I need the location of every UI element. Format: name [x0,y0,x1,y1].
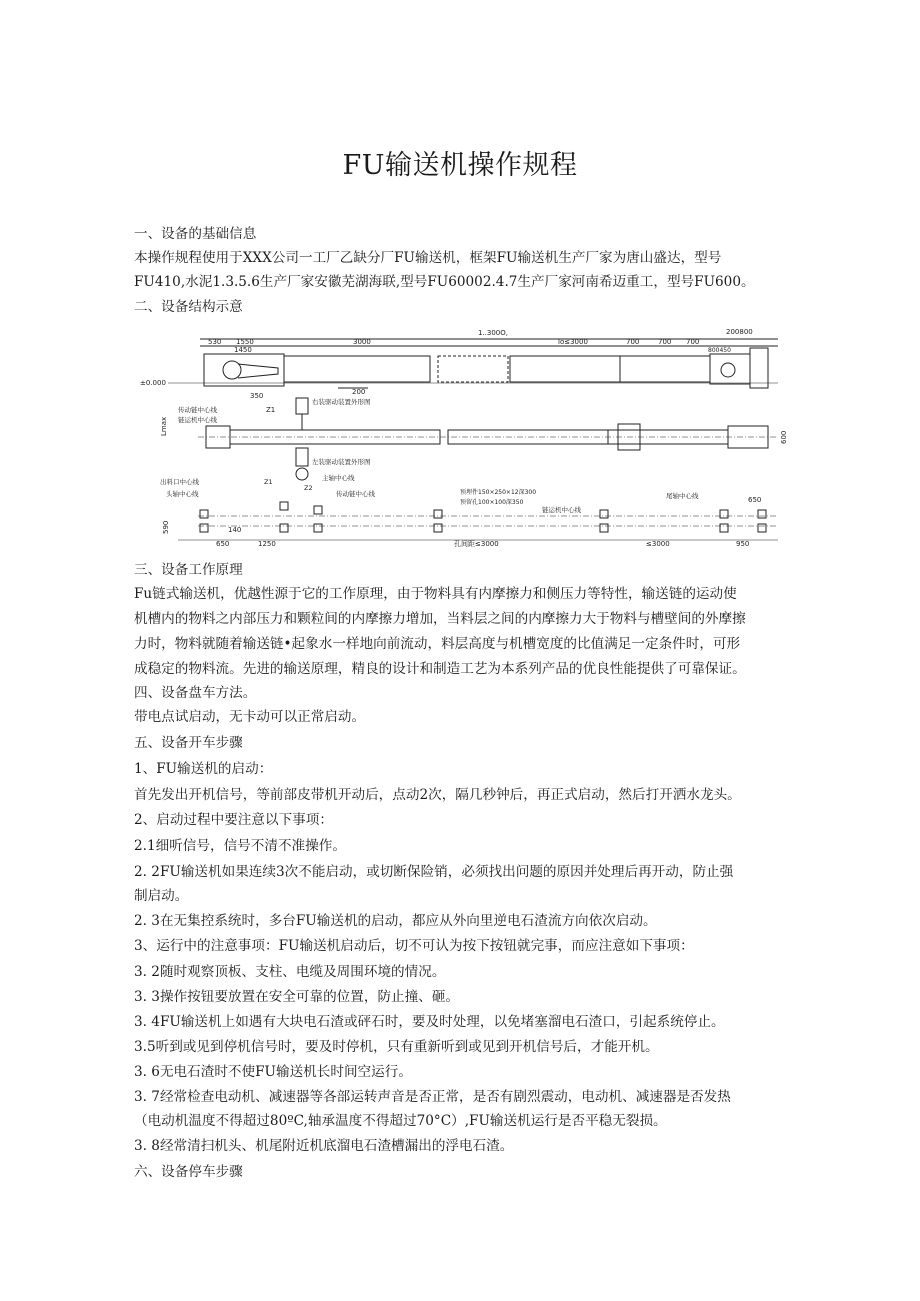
paragraph-line: 2. 2FU输送机如果连续3次不能启动，或切断保险销，必须找出问题的原因并处理后再开动，防止强 [134,864,734,880]
paragraph-line: 2. 3在无集控系统时，多台FU输送机的启动，都应从外向里逆电石渣流方向依次启动。 [134,913,657,929]
label-650r: 650 [748,496,762,504]
section-heading-structure: 二、设备结构示意 [134,299,243,315]
label-590: 590 [162,520,170,534]
label-140: 140 [228,526,242,534]
label-left-drive: 左装驱动装置外形图 [312,458,371,466]
label-drive-center: 传动链中心线 [178,406,217,414]
paragraph-line: 成稳定的物料流。先进的输送原理，精良的设计和制造工艺为本系列产品的优良性能提供了可靠保证。 [134,661,746,677]
paragraph-line: 带电点试启动，无卡动可以正常启动。 [134,709,366,725]
label-3000b: ≤3000 [646,540,670,548]
dim-label-200: 200 [352,388,366,396]
paragraph-line: 本操作规程使用于XXX公司一工厂乙缺分厂FU输送机，框架FU输送机生产厂家为唐山盛达，型号 [134,250,722,266]
paragraph-line: 力时，物料就随着输送链•起象水一样地向前流动，料层高度与机槽宽度的比值满足一定条件时，可形 [134,636,741,652]
dim-label-700b: 700 [658,338,672,346]
dim-label-700c: 700 [686,338,700,346]
label-lmax: Lmax [160,416,168,436]
paragraph-line: 首先发出开机信号，等前部皮带机开动后，点动2次，隔几秒钟后，再正式启动，然后打开洒水龙头。 [134,787,741,803]
paragraph-line: 3. 4FU输送机上如遇有大块电石渣或砰石时，要及时处理，以免堵塞溜电石渣口，引起系统停止。 [134,1014,725,1030]
paragraph-line: 2.1细听信号，信号不清不准操作。 [134,838,346,854]
paragraph-line: 3. 7经常检查电动机、减速器等各部运转声音是否正常，是否有剧烈震动，电动机、减速器是否发热 [134,1089,731,1105]
label-outlet-center: 出料口中心线 [160,478,199,486]
paragraph-line: 3、运行中的注意事项：FU输送机启动后，切不可认为按下按钮就完事，而应注意如下事项： [134,938,694,954]
label-main-center: 主轴中心线 [322,474,355,482]
paragraph-line: 3.5听到或见到停机信号时，要及时停机，只有重新听到或见到开机信号后，才能开机。 [134,1039,659,1055]
dim-label-3000: 3000 [353,338,371,346]
label-embedded: 预埋件150×250×12深300 [460,489,537,496]
dim-label-350: 350 [250,392,264,400]
dim-label-lo: lo≤3000 [558,338,588,346]
conveyor-structure-diagram [138,326,790,548]
page-title: FU输送机操作规程 [342,150,578,181]
elevation-view [140,328,778,400]
dim-label-1450: 1450 [234,346,252,354]
label-950: 950 [736,540,750,548]
paragraph-line: 制启动。 [134,888,189,904]
label-1250: 1250 [258,540,276,548]
label-hole-spacing: 孔间距≤3000 [454,540,499,548]
dim-label-700a: 700 [626,338,640,346]
section-heading-turning: 四、设备盘车方法。 [134,685,257,701]
label-z1b: Z1 [264,478,273,486]
dim-label-530: 530 [208,338,222,346]
dim-label-1550: 1550 [236,338,254,346]
paragraph-line: 3. 8经常清扫机头、机尾附近机底溜电石渣槽漏出的浮电石渣。 [134,1138,514,1154]
paragraph-line: Fu链式输送机，优越性源于它的工作原理，由于物料具有内摩擦力和侧压力等特性，输送链的运动使 [134,586,737,602]
label-drive-chain2: 传动链中心线 [336,490,375,498]
section-heading-basic-info: 一、设备的基础信息 [134,226,257,242]
label-z1: Z1 [266,406,276,414]
section-heading-principle: 三、设备工作原理 [134,562,243,578]
label-conveyor-center: 链运机中心线 [542,506,581,514]
paragraph-line: 3. 6无电石渣时不使FU输送机长时间空运行。 [134,1064,412,1080]
label-right-drive: 右装驱动装置外形图 [312,398,371,406]
label-650b: 650 [216,540,230,548]
foundation-view [160,473,778,548]
paragraph-line: 3. 3操作按钮要放置在安全可靠的位置，防止撞、砸。 [134,989,460,1005]
dim-label-top-total: 1..300O, [478,329,508,337]
paragraph-line: 3. 2随时观察顶板、支柱、电缆及周围环境的情况。 [134,964,446,980]
paragraph-line: 机槽内的物料之内部压力和颗粒间的内摩擦力增加，当料层之间的内摩擦力大于物料与槽壁间的外摩擦 [134,611,746,627]
label-reserved: 预留孔100×100深350 [460,499,524,506]
label-head-axis: 头轴中心线 [166,490,199,498]
section-heading-shutdown: 六、设备停车步骤 [134,1164,243,1180]
paragraph-line: （电动机温度不得超过80ºC,轴承温度不得超过70°C）,FU输送机运行是否平稳无裂损。 [134,1113,667,1129]
label-600: 600 [780,430,788,444]
section-heading-startup: 五、设备开车步骤 [134,735,243,751]
dim-label-top-right: 200800 [726,328,753,336]
paragraph-line: 1、FU输送机的启动： [134,761,273,777]
label-z2: Z2 [304,484,313,492]
dim-label-800450: 800450 [708,347,731,354]
paragraph-line: 2、启动过程中要注意以下事项： [134,812,333,828]
paragraph-line: FU410,水泥1.3.5.6生产厂家安徽芜湖海联,型号FU60002.4.7生产厂家河南希迈重工，型号FU600。 [134,274,755,290]
dim-label-zero: ±0.000 [140,379,166,387]
plan-view [160,397,788,480]
label-tail-axis: 尾轴中心线 [666,492,699,500]
label-chain-center: 链运机中心线 [178,416,217,424]
